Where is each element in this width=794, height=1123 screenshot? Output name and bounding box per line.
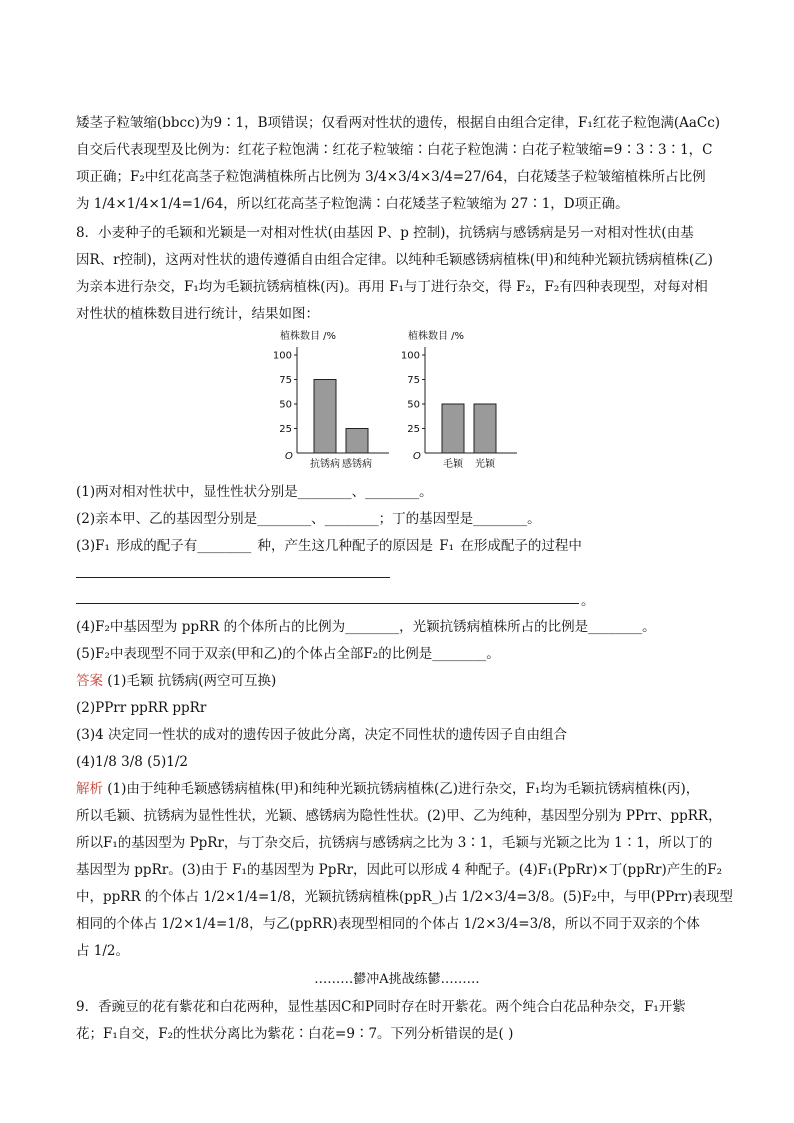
x-tick-label: 抗锈病 <box>310 459 340 470</box>
question-8-line: 8．小麦种子的毛颖和光颖是一对相对性状(由基因 P、p 控制)，抗锈病与感锈病是另一对相对性状(由基 <box>76 225 694 241</box>
analysis-tag: 解析 <box>76 781 103 797</box>
sub-question-3-end: 。 <box>581 593 595 609</box>
answer-line: (4)1/8 3/8 (5)1/2 <box>76 754 189 770</box>
sub-question-3: (3)F₁ 形成的配子有________ 种，产生这几种配子的原因是 F₁ 在形成配子的过程中 <box>76 538 582 554</box>
answer-line: (2)PPrr ppRR ppRr <box>76 700 207 716</box>
sub-question-2: (2)亲本甲、乙的基因型分别是________、________；丁的基因型是________。 <box>76 511 541 527</box>
y-tick-label: 25 <box>279 424 292 435</box>
y-tick-label: 25 <box>407 424 420 435</box>
y-tick-label: 75 <box>279 375 292 386</box>
y-axis-label: 植株数目 /% <box>280 331 337 342</box>
bar <box>346 429 368 454</box>
text-line: 为 1/4×1/4×1/4=1/64，所以红花高茎子粒饱满∶白花矮茎子粒皱缩为 27∶1，D项正确。 <box>76 196 629 212</box>
question-8-line: 因R、r控制)，这两对性状的遗传遵循自由组合定律。以纯种毛颖感锈病植株(甲)和纯种光颖抗锈病植株(乙) <box>76 252 713 268</box>
bar-chart-resistance <box>270 325 400 470</box>
analysis-line: 中，ppRR 的个体占 1/2×1/4=1/8，光颖抗锈病植株(ppR_)占 1/2×3/4=3/8。(5)F₂中，与甲(PPrr)表现型 <box>76 889 733 905</box>
y-tick-label: 50 <box>279 399 292 411</box>
analysis-text: (1)由于纯种毛颖感锈病植株(甲)和纯种光颖抗锈病植株(乙)进行杂交，F₁均为毛颖抗锈病植株(丙)， <box>103 781 700 797</box>
origin-label: O <box>413 451 421 462</box>
x-tick-label: 光颖 <box>475 459 495 470</box>
x-tick-label: 感锈病 <box>342 459 372 470</box>
answer-line <box>76 671 276 691</box>
origin-label: O <box>285 451 293 462</box>
question-8-line: 对性状的植株数目进行统计，结果如图： <box>76 306 319 322</box>
y-axis-label: 植株数目 /% <box>408 331 465 342</box>
text-line: 矮茎子粒皱缩(bbcc)为9∶1，B项错误；仅看两对性状的遗传，根据自由组合定律，F₁红花子粒饱满(AaCc) <box>76 115 721 131</box>
answer-line: (3)4 决定同一性状的成对的遗传因子彼此分离，决定不同性状的遗传因子自由组合 <box>76 727 568 743</box>
question-8-line: 为亲本进行杂交，F₁均为毛颖抗锈病植株(丙)。再用 F₁与丁进行杂交，得 F₂，F₂有四种表现型，对每对相 <box>76 279 708 295</box>
analysis-line: 相同的个体占 1/2×1/4=1/8，与乙(ppRR)表现型相同的个体占 1/2×3/4=3/8，所以不同于双亲的个体 <box>76 916 700 932</box>
text-line: 项正确；F₂中红花高茎子粒饱满植株所占比例为 3/4×3/4×3/4=27/64，白花矮茎子粒皱缩植株所占比例 <box>76 169 706 185</box>
answer-blank-line <box>76 603 579 604</box>
x-tick-label: 毛颖 <box>443 459 463 470</box>
bar-chart-glume <box>398 325 518 470</box>
analysis-line: 占 1/2。 <box>76 943 130 959</box>
y-tick-label: 75 <box>407 375 420 386</box>
y-tick-label: 100 <box>400 350 420 362</box>
answer-tag: 答案 <box>76 673 103 689</box>
analysis-line: 所以F₁的基因型为 PpRr，与丁杂交后，抗锈病与感锈病之比为 3∶1，毛颖与光颖之比为 1∶1，所以丁的 <box>76 835 713 851</box>
sub-question-1: (1)两对相对性状中，显性性状分别是________、________。 <box>76 484 433 500</box>
y-tick-label: 50 <box>407 399 420 411</box>
bar <box>442 404 464 453</box>
analysis-line: 所以毛颖、抗锈病为显性性状，光颖、感锈病为隐性性状。(2)甲、乙为纯种，基因型分别为 PPrr、ppRR， <box>76 808 722 824</box>
answer-text: (1)毛颖 抗锈病(两空可互换) <box>103 673 277 689</box>
bar <box>474 404 496 453</box>
section-banner: ………鬰冲A挑战练鬰……… <box>314 972 480 987</box>
bar <box>314 380 336 454</box>
answer-blank-line <box>76 577 390 578</box>
sub-question-4: (4)F₂中基因型为 ppRR 的个体所占的比例为________，光颖抗锈病植株所占的比例是________。 <box>76 619 656 635</box>
question-9-line: 花；F₁自交，F₂的性状分离比为紫花∶白花=9∶7。下列分析错误的是( ) <box>76 1026 514 1042</box>
y-tick-label: 100 <box>272 350 292 362</box>
sub-question-5: (5)F₂中表现型不同于双亲(甲和乙)的个体占全部F₂的比例是________。 <box>76 646 500 662</box>
analysis-line: 基因型为 ppRr。(3)由于 F₁的基因型为 PpRr，因此可以形成 4 种配子。(4)F₁(PpRr)×丁(ppRr)产生的F₂ <box>76 862 722 878</box>
question-9-line: 9．香豌豆的花有紫花和白花两种，显性基因C和P同时存在时开紫花。两个纯合白花品种杂交，F₁开紫 <box>76 999 686 1015</box>
text-line: 自交后代表现型及比例为：红花子粒饱满∶红花子粒皱缩∶白花子粒饱满∶白花子粒皱缩=9∶3∶3∶1，C <box>76 142 713 158</box>
analysis-line <box>76 779 699 799</box>
